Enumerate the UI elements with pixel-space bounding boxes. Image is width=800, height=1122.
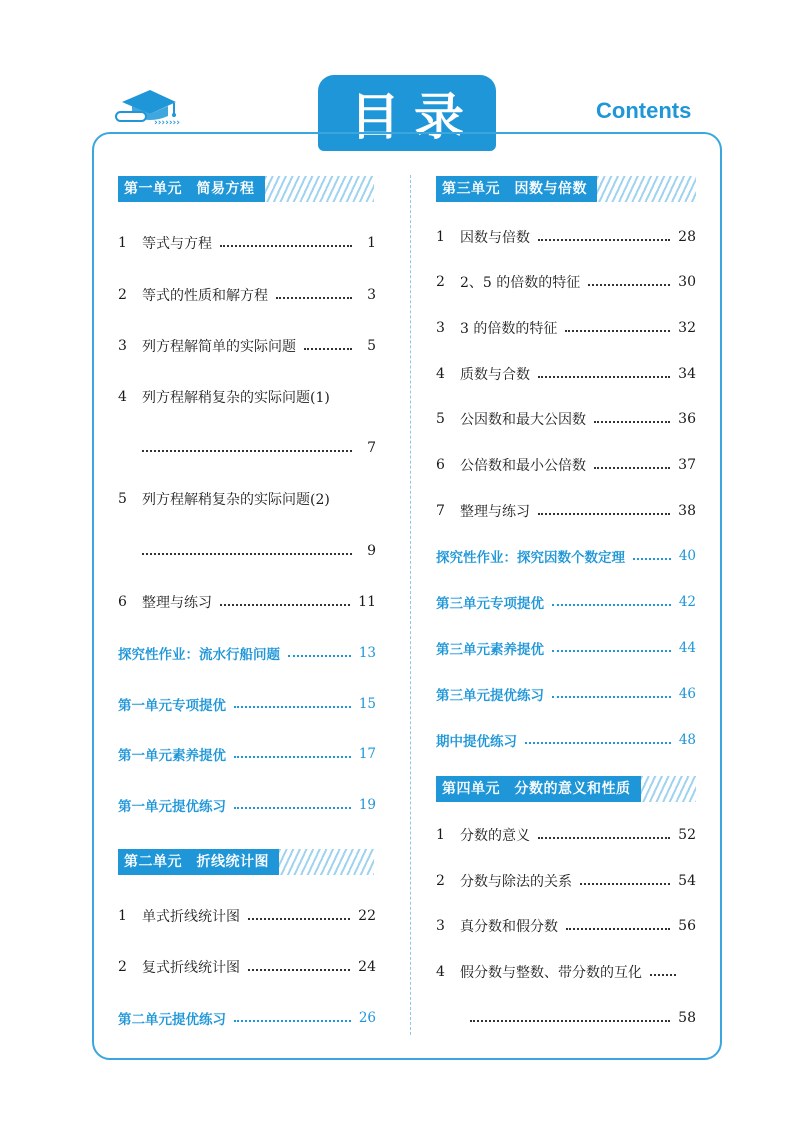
entry-title: 3 的倍数的特征 [460, 321, 558, 337]
entry-title: 列方程解简单的实际问题 [142, 339, 296, 355]
entry-page: 52 [678, 827, 696, 843]
heading-stripes [641, 776, 697, 802]
entry-page: 11 [358, 594, 376, 610]
leader-dots [552, 650, 671, 652]
toc-extra-entry[interactable] [118, 1007, 376, 1029]
entry-page: 9 [367, 543, 376, 559]
heading-stripes [279, 849, 374, 875]
leader-dots [552, 604, 671, 606]
entry-title: 整理与练习 [460, 504, 530, 520]
leader-dots [234, 1020, 351, 1022]
unit4-heading-label: 第四单元 分数的意义和性质 [436, 776, 641, 802]
entry-number: 6 [436, 457, 445, 473]
leader-dots [142, 553, 352, 555]
toc-entry[interactable] [436, 870, 696, 892]
entry-page: 36 [678, 411, 696, 427]
toc-entry[interactable] [118, 335, 376, 357]
leader-dots [304, 348, 352, 350]
leader-dots [248, 969, 350, 971]
unit2-heading [118, 849, 374, 875]
toc-entry[interactable] [436, 317, 696, 339]
leader-dots [220, 245, 352, 247]
svg-text:›››››››: ››››››› [154, 118, 180, 128]
entry-page: 48 [678, 732, 696, 748]
entry-title: 列方程解稍复杂的实际问题(1) [142, 390, 330, 406]
entry-page: 22 [358, 908, 376, 924]
leader-dots [552, 696, 671, 698]
leader-dots [248, 918, 350, 920]
entry-page: 58 [678, 1010, 696, 1026]
toc-extra-entry[interactable] [436, 545, 696, 567]
toc-entry[interactable] [118, 232, 376, 254]
entry-title: 复式折线统计图 [142, 960, 240, 976]
entry-number: 1 [118, 235, 127, 251]
entry-title: 第三单元素养提优 [436, 642, 544, 658]
entry-title: 因数与倍数 [460, 230, 530, 246]
toc-entry[interactable] [118, 591, 376, 613]
entry-number: 2 [118, 287, 127, 303]
entry-title: 单式折线统计图 [142, 909, 240, 925]
entry-title: 第三单元专项提优 [436, 596, 544, 612]
entry-title: 探究性作业：探究因数个数定理 [436, 550, 625, 566]
toc-entry[interactable] [436, 408, 696, 430]
entry-title: 第一单元素养提优 [118, 748, 226, 764]
entry-page: 7 [367, 440, 376, 456]
entry-page: 42 [678, 594, 696, 610]
toc-entry[interactable] [118, 488, 376, 510]
entry-number: 4 [436, 366, 445, 382]
unit3-heading-label: 第三单元 因数与倍数 [436, 176, 597, 202]
entry-title: 2、5 的倍数的特征 [460, 275, 581, 291]
leader-dots [538, 513, 670, 515]
toc-extra-entry[interactable] [436, 729, 696, 751]
entry-page: 44 [678, 640, 696, 656]
leader-dots [142, 450, 352, 452]
entry-title: 探究性作业：流水行船问题 [118, 647, 280, 663]
unit1-heading [118, 176, 374, 202]
leader-dots [566, 928, 670, 930]
entry-page: 30 [678, 274, 696, 290]
column-divider [410, 175, 411, 1035]
entry-title: 假分数与整数、带分数的互化 [460, 965, 642, 981]
leader-dots [633, 558, 671, 560]
entry-title: 等式与方程 [142, 236, 212, 252]
leader-dots [234, 756, 351, 758]
leader-dots [538, 239, 670, 241]
leader-dots [288, 655, 351, 657]
entry-title: 期中提优练习 [436, 734, 517, 750]
entry-number: 2 [436, 873, 445, 889]
entry-title: 整理与练习 [142, 595, 212, 611]
leader-dots [538, 837, 670, 839]
entry-page: 56 [678, 918, 696, 934]
entry-number: 2 [118, 959, 127, 975]
leader-dots [276, 297, 352, 299]
entry-page: 40 [678, 548, 696, 564]
toc-entry[interactable] [436, 824, 696, 846]
entry-page: 24 [358, 959, 376, 975]
entry-number: 1 [436, 827, 445, 843]
entry-number: 6 [118, 594, 127, 610]
toc-extra-entry[interactable] [436, 591, 696, 613]
leader-dots [580, 883, 670, 885]
unit1-heading-label: 第一单元 简易方程 [118, 176, 265, 202]
entry-number: 4 [118, 389, 127, 405]
toc-entry-continuation[interactable] [142, 540, 376, 562]
leader-dots [650, 974, 676, 976]
entry-page: 5 [367, 338, 376, 354]
entry-page: 54 [678, 873, 696, 889]
entry-title: 第三单元提优练习 [436, 688, 544, 704]
entry-title: 第一单元提优练习 [118, 799, 226, 815]
entry-number: 1 [436, 229, 445, 245]
entry-title: 列方程解稍复杂的实际问题(2) [142, 492, 330, 508]
toc-entry[interactable] [436, 363, 696, 385]
toc-entry[interactable] [436, 961, 696, 983]
entry-title: 真分数和假分数 [460, 919, 558, 935]
toc-entry[interactable] [436, 500, 696, 522]
entry-title: 质数与合数 [460, 367, 530, 383]
entry-title: 分数与除法的关系 [460, 874, 572, 890]
leader-dots [594, 467, 670, 469]
leader-dots [588, 284, 670, 286]
heading-stripes [597, 176, 696, 202]
leader-dots [525, 742, 671, 744]
leader-dots [565, 330, 670, 332]
toc-extra-entry[interactable] [436, 683, 696, 705]
unit3-heading [436, 176, 696, 202]
entry-title: 第二单元提优练习 [118, 1012, 226, 1028]
heading-stripes [265, 176, 375, 202]
leader-dots [594, 421, 670, 423]
toc-entry-continuation[interactable] [142, 437, 376, 459]
entry-title: 第一单元专项提优 [118, 698, 226, 714]
entry-number: 4 [436, 964, 445, 980]
entry-page: 32 [678, 320, 696, 336]
entry-title: 公因数和最大公因数 [460, 412, 586, 428]
entry-page: 1 [367, 235, 376, 251]
toc-entry[interactable] [118, 386, 376, 408]
leader-dots [234, 706, 351, 708]
entry-page: 46 [678, 686, 696, 702]
toc-extra-entry[interactable] [118, 743, 376, 765]
entry-number: 5 [436, 411, 445, 427]
entry-page: 28 [678, 229, 696, 245]
entry-title: 公倍数和最小公倍数 [460, 458, 586, 474]
entry-page: 15 [358, 696, 376, 712]
unit4-heading [436, 776, 696, 802]
toc-entry[interactable] [436, 915, 696, 937]
page-title: 目录 [318, 75, 496, 151]
leader-dots [234, 807, 351, 809]
entry-title: 等式的性质和解方程 [142, 288, 268, 304]
entry-number: 2 [436, 274, 445, 290]
entry-number: 3 [436, 918, 445, 934]
contents-subtitle: Contents [596, 98, 692, 123]
toc-entry[interactable] [436, 271, 696, 293]
toc-entry[interactable] [436, 226, 696, 248]
toc-entry[interactable] [118, 284, 376, 306]
toc-entry-continuation[interactable] [470, 1007, 696, 1029]
entry-number: 7 [436, 503, 445, 519]
entry-number: 5 [118, 491, 127, 507]
toc-extra-entry[interactable] [118, 794, 376, 816]
entry-number: 1 [118, 908, 127, 924]
toc-entry[interactable] [436, 454, 696, 476]
entry-page: 37 [678, 457, 696, 473]
toc-entry[interactable] [118, 956, 376, 978]
entry-page: 38 [678, 503, 696, 519]
toc-extra-entry[interactable] [118, 642, 376, 664]
entry-page: 17 [358, 746, 376, 762]
entry-number: 3 [118, 338, 127, 354]
leader-dots [538, 376, 670, 378]
entry-number: 3 [436, 320, 445, 336]
unit2-heading-label: 第二单元 折线统计图 [118, 849, 279, 875]
entry-page: 13 [358, 645, 376, 661]
toc-extra-entry[interactable] [436, 637, 696, 659]
graduation-cap-icon [114, 84, 198, 130]
leader-dots [220, 604, 350, 606]
toc-extra-entry[interactable] [118, 693, 376, 715]
entry-page: 34 [678, 366, 696, 382]
entry-page: 3 [367, 287, 376, 303]
entry-page: 26 [358, 1010, 376, 1026]
toc-entry[interactable] [118, 905, 376, 927]
leader-dots [470, 1020, 670, 1022]
entry-page: 19 [358, 797, 376, 813]
entry-title: 分数的意义 [460, 828, 530, 844]
